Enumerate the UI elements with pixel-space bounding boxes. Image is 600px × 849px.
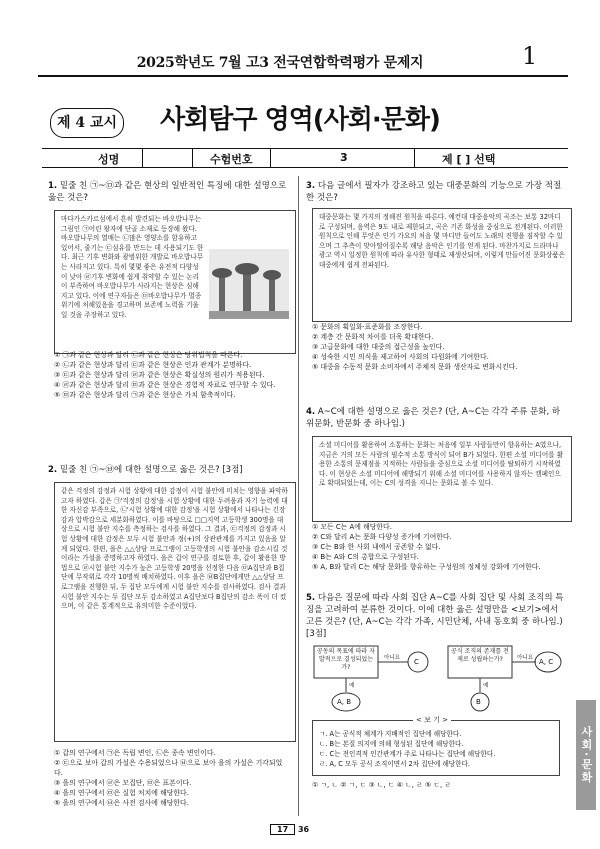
q5-node-c: C	[414, 658, 419, 666]
subject-title: 사회탐구 영역(사회·문화)	[160, 105, 440, 135]
q3-stem: 다음 글에서 필자가 강조하고 있는 대중문화의 기능으로 가장 적절한 것은?	[306, 181, 562, 203]
q1-option[interactable]: ③ ㉢과 같은 현상과 달리 ㉣과 같은 현상은 확실성의 원리가 적용된다.	[54, 371, 265, 379]
q5-no-label: 아니요	[517, 655, 533, 661]
name-label: 성명	[98, 153, 120, 166]
q4-options	[312, 522, 564, 572]
exam-no-label: 수험번호	[210, 153, 253, 166]
q2-option[interactable]: ③ 을의 연구에서 ㉣은 모집단, ㉤은 표본이다.	[54, 779, 192, 787]
info-bar	[42, 148, 568, 168]
divider	[142, 149, 143, 167]
q5-node-ac: A, C	[539, 658, 554, 666]
q4-option[interactable]: ③ C는 B와 한 사회 내에서 공존할 수 없다.	[312, 543, 441, 551]
q4-option[interactable]: ④ B는 A와 C의 총합으로 구성된다.	[312, 553, 419, 561]
q5-node-b: B	[476, 698, 481, 706]
divider	[192, 149, 193, 167]
q5-no-label: 아니요	[384, 655, 400, 661]
q3-option[interactable]: ② 계층 간 문화적 차이를 더욱 확대한다.	[312, 333, 434, 341]
q3-option[interactable]: ① 문화의 획일화·표준화를 조장한다.	[312, 323, 423, 331]
q2-option[interactable]: ① 갑의 연구에서 ㉠은 독립 변인, ㉡은 종속 변인이다.	[54, 749, 216, 757]
q4-option[interactable]: ⑤ A, B와 달리 C는 해당 문화를 향유하는 구성원의 정체성 강화에 기여한다.	[312, 563, 541, 571]
baobab-tree-image	[209, 249, 289, 319]
q5-bogi-label: < 보 기 >	[413, 715, 451, 725]
q1-stem: 밑줄 친 ㉠~㉤과 같은 현상의 일반적인 특징에 대한 설명으로 옳은 것은?	[48, 181, 287, 203]
q1-option[interactable]: ⑤ ㉤과 같은 현상과 달리 ㉠과 같은 현상은 가치 함축적이다.	[54, 391, 236, 399]
q1-option[interactable]: ② ㉡과 같은 현상과 달리 ㉢과 같은 현상은 인과 관계가 분명하다.	[54, 361, 252, 369]
q3-option[interactable]: ④ 성숙한 시민 의식을 제고하여 사회의 다원화에 기여한다.	[312, 353, 489, 361]
q5-bogi-item: ㄷ. C는 전인격적 인간관계가 주로 나타나는 집단에 해당한다.	[319, 750, 496, 758]
divider	[270, 149, 271, 167]
q1-passage: 마다가스카르섬에서 흔히 발견되는 바오밥나무는 그림인 ㉠어린 왕자에 단골 소재로 등장해 왔다. 바오밥나무의 열매는 ㉡많은 영양소를 함유하고 있어서, 줄기는 ㉢섬유를 만드는 데 사용되기도 한다. 최근 기후 변화와 광범위한 개발로 바오밥나무는 사라지고 있다. 특히 몇몇 좋은 유전적 다양성이 낮아 ㉣기후 변화에 쉽게 취약할 수 있는 논리이 부족하여 바오밥나무가 사라지는 현상은 심해지고 있다. 이에 연구자들은 ㉤바오밥나무가 멸종 위기에 처해있음을 경고하며 보존에 노력을 기울일 것을 주장하고 있다.	[61, 215, 204, 319]
q2-option[interactable]: ⑤ 을의 연구에서 ㉥은 사전 검사에 해당한다.	[54, 799, 189, 807]
q2-options	[54, 748, 290, 808]
q3-passage-box	[312, 208, 572, 322]
q5-bogi-list	[319, 729, 555, 769]
q5-options[interactable]: ① ㄱ, ㄴ ② ㄱ, ㄷ ③ ㄴ, ㄷ ④ ㄴ, ㄹ ⑤ ㄷ, ㄹ	[312, 781, 452, 789]
q1-number: 1.	[48, 181, 58, 191]
question-2	[48, 464, 290, 476]
subject-side-tab: 사회·문화	[576, 700, 596, 810]
page-footer	[270, 824, 309, 835]
q5-bogi-item: ㄹ. A, C 모두 공식 조직이면서 2차 집단에 해당한다.	[319, 760, 471, 768]
page-number: 1	[522, 42, 538, 70]
header-rule	[38, 75, 568, 77]
divider	[414, 149, 415, 167]
question-5	[306, 592, 566, 640]
q3-option[interactable]: ⑤ 대중을 수동적 문화 소비자에서 주체적 문화 생산자로 변화시킨다.	[312, 363, 518, 371]
footer-page: 17	[270, 824, 295, 835]
q3-options	[312, 322, 564, 372]
q2-passage: 같은 걱정의 감정과 시험 상황에 대한 감정이 시험 불안에 미치는 영향을 파악하고자 하였다. 갑은 ㉠'걱정의 감정'을 시험 상황에 대한 두려움과 자기 능력에 대한 자신감 부족으로, ㉡'시험 상황에 대한 감정'을 시험 상황에서 나타나는 긴장감과 압박감으로 세분화하였다. 이를 바탕으로 □□지역 고등학생 300명을 대상으로 시험 불안 지수를 측정하는 검사를 하였다. 그 결과, ㉢걱정의 감정과 시험 상황에 대한 감정은 모두 시험 불안과 정(+)의 상관관계를 가지고 있음을 알게 되었다. 한편, 을은 △△상담 프로그램이 고등학생의 시험 불안을 감소시킬 것이라는 가설을 증명하고자 하였다. 을은 갑이 연구를 검토한 후, 갑이 활용한 방법으로 ㉣시험 불안 지수가 높은 고등학생 20명을 선정한 다음 ㉤A집단과 B집단에 무작위로 각각 10명씩 배치하였다. 이후 을은 ㉥B집단에게만 △△상담 프로그램을 진행한 뒤, 두 집단 모두에게 시험 불안 지수를 검사하였다. 검사 결과 시험 불안 지수는 두 집단 모두 감소하였고 A집단보다 B집단의 감소 폭이 더 컸으며, 이 같은 통계적으로 유의미한 수준이었다.	[61, 487, 288, 611]
q2-number: 2.	[48, 465, 58, 475]
q3-number: 3.	[306, 181, 316, 191]
select-label: 제 [ ] 선택	[442, 153, 496, 166]
q2-option[interactable]: ④ 을의 연구에서 ㉤은 실험 처치에 해당한다.	[54, 789, 189, 797]
q1-options	[54, 350, 290, 400]
q5-yes-label: 예	[483, 683, 489, 689]
exam-title: 2025학년도 7월 고3 전국연합학력평가 문제지	[136, 55, 424, 71]
q5-bogi-box	[312, 716, 560, 776]
footer-total: 36	[297, 825, 310, 834]
q5-question-right: 공식 조직의 존재를 전제로 성립하는가?	[451, 648, 509, 663]
q5-stem: 다음은 질문에 따라 사회 집단 A~C를 사회 집단 및 사회 조직의 특징을 고려하여 분류한 것이다. 이에 대한 옳은 설명만을 <보기>에서 고른 것은? (단, A~C는 각각 가족, 시민단체, 사내 동호회 중 하나임.) [3점]	[306, 593, 564, 639]
question-3	[306, 180, 566, 204]
q5-node-ab: A, B	[337, 698, 352, 706]
q2-option[interactable]: ② ㉢으로 보아 갑의 가설은 수용되었으나 ㉥으로 보아 을의 가설은 기각되었다.	[54, 759, 283, 777]
q3-option[interactable]: ③ 고급문화에 대한 대중의 접근성을 높인다.	[312, 343, 445, 351]
q4-stem: A~C에 대한 설명으로 옳은 것은? (단, A~C는 각각 주류 문화, 하위문화, 반문화 중 하나임.)	[306, 407, 561, 429]
question-1	[48, 180, 290, 204]
q5-number: 5.	[306, 593, 316, 603]
q4-option[interactable]: ① 모든 C는 A에 해당한다.	[312, 523, 392, 531]
q2-stem: 밑줄 친 ㉠~㉥에 대한 설명으로 옳은 것은? [3점]	[59, 465, 243, 475]
exam-no-value: 3	[340, 151, 348, 164]
session-badge: 제 4 교시	[50, 108, 124, 138]
q1-option[interactable]: ① ㉠과 같은 현상과 달리 ㉡과 같은 현상은 당위법칙을 따른다.	[54, 351, 243, 359]
q5-question-left: 공동의 목표에 따라 자발적으로 결성되었는가?	[317, 648, 375, 671]
q1-passage-box	[54, 210, 296, 354]
column-divider	[298, 176, 299, 816]
q4-passage-box	[312, 436, 572, 522]
q5-yes-label: 예	[349, 683, 355, 689]
q4-passage: 소셜 미디어를 활용하여 소통하는 문화는 처음에 일부 사람들만이 향유하는 A였으나, 지금은 거의 모든 사람의 필수적 소통 방식이 되어 B가 되었다. 한편 소셜 미디어를 활용한 소통의 문제점을 지적하는 사람들을 중심으로 소셜 미디어를 탈퇴하기 시작하였다. 이 현상은 소셜 미디어에 해방되기 위해 소셜 미디어를 사용하지 않자는 캠페인으로 확대되었는데, 이는 C의 성격을 지니는 문화로 볼 수 있다.	[319, 441, 564, 488]
q5-bogi-item: ㄱ. A는 공식적 체계가 지배적인 집단에 해당한다.	[319, 730, 462, 738]
q5-diagram	[312, 644, 562, 714]
q5-bogi-item: ㄴ. B는 본질 의지에 의해 형성된 집단에 해당한다.	[319, 740, 464, 748]
q1-option[interactable]: ④ ㉣과 같은 현상과 달리 ㉤과 같은 현상은 경험적 자료로 연구할 수 있다.	[54, 381, 276, 389]
question-4	[306, 406, 566, 430]
q4-number: 4.	[306, 407, 316, 417]
q3-passage: 대중문화는 몇 가지의 정해진 원칙을 따른다. 예컨대 대중음악의 곡조는 보통 32마디로 구성되며, 음역은 9도 내로 제한되고, 곡은 기존 화성을 중심으로 전개된다. 이러한 원칙으로 인해 무엇은 인기 가요의 처음 몇 마디만 들어도 노래의 진행을 짐작할 수 있으며 그 추측이 맞아떨어질수록 해당 음악은 인기를 얻게 된다. 마찬가지로 드라마나 광고 역시 일정한 원칙에 따라 유사한 형태로 재생산되며, 이렇게 만들어진 문화상품은 대중에게 쉽게 전파된다.	[319, 213, 565, 269]
q4-option[interactable]: ② C와 달리 A는 문화 다양성 증가에 기여한다.	[312, 533, 452, 541]
q2-passage-box	[54, 482, 296, 742]
